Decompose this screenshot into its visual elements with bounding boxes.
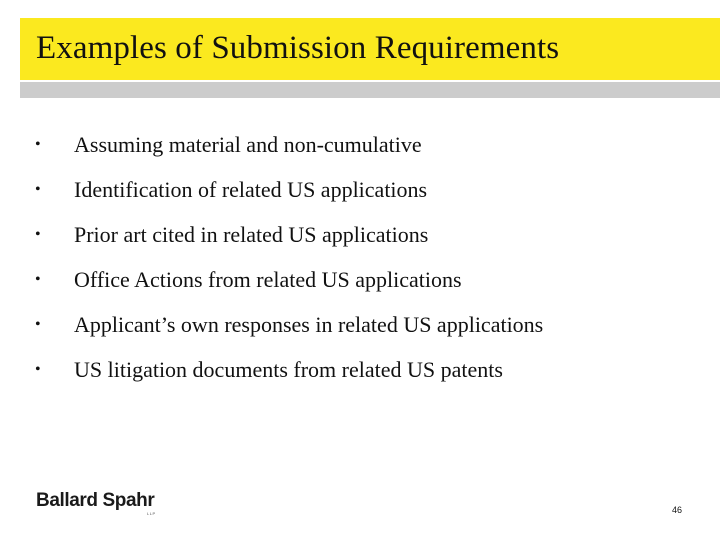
bullet-text: Assuming material and non-cumulative (74, 132, 422, 157)
divider-bar (20, 82, 720, 98)
company-logo: Ballard Spahr (36, 490, 155, 511)
page-number: 46 (672, 505, 683, 515)
bullet-icon: • (35, 226, 41, 243)
bullet-icon: • (35, 136, 41, 153)
company-logo-suffix: LLP (147, 511, 156, 516)
slide-title: Examples of Submission Requirements (36, 30, 560, 66)
bullet-text: Applicant’s own responses in related US applications (74, 312, 544, 337)
bullet-text: US litigation documents from related US patents (74, 357, 503, 382)
bullet-icon: • (35, 316, 41, 333)
bullet-text: Prior art cited in related US applications (74, 222, 429, 247)
bullet-icon: • (35, 361, 41, 378)
bullet-text: Identification of related US applications (74, 177, 428, 202)
bullet-text: Office Actions from related US applications (74, 267, 462, 292)
bullet-icon: • (35, 271, 41, 288)
bullet-icon: • (35, 181, 41, 198)
